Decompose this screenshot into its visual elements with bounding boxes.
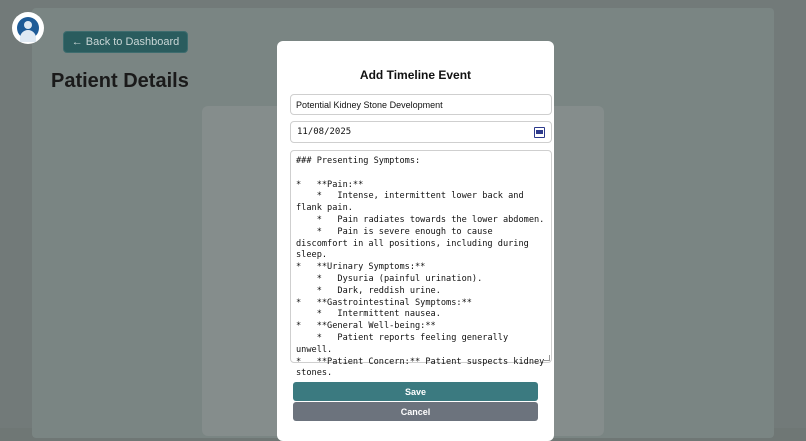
page-title: Patient Details bbox=[51, 70, 189, 92]
event-title-input[interactable]: Potential Kidney Stone Development bbox=[290, 94, 552, 115]
cancel-button[interactable]: Cancel bbox=[293, 402, 538, 421]
event-date-input[interactable] bbox=[290, 121, 552, 143]
save-button[interactable]: Save bbox=[293, 382, 538, 401]
modal-title: Add Timeline Event bbox=[359, 68, 472, 82]
add-timeline-event-modal bbox=[277, 41, 554, 441]
event-description-text: ### Presenting Symptoms: * **Pain:** * Intense, intermittent lower back and flank pain. * Pain radiates towards the lower abdomen. * Pain is severe enough to cause discomfort in all positions, including during sleep. * **Urinary Symptoms:** * Dysuria (painful urination). * Dark, reddish urine. * **Gastrointestinal Symptoms:** * Intermittent nausea. * **General Well-being:** * Patient reports feeling generally unwell. * **Patient Concern:** Patient suspects kidney stones. bbox=[296, 156, 545, 379]
event-description-textarea[interactable] bbox=[290, 150, 552, 379]
avatar-graphic bbox=[17, 17, 39, 39]
event-date-value: 11/08/2025 bbox=[297, 127, 352, 137]
back-to-dashboard-button[interactable]: ← Back to Dashboard bbox=[63, 31, 188, 53]
calendar-icon[interactable] bbox=[534, 127, 545, 138]
user-avatar-icon[interactable] bbox=[12, 12, 44, 44]
textarea-resize-handle[interactable] bbox=[544, 355, 550, 361]
